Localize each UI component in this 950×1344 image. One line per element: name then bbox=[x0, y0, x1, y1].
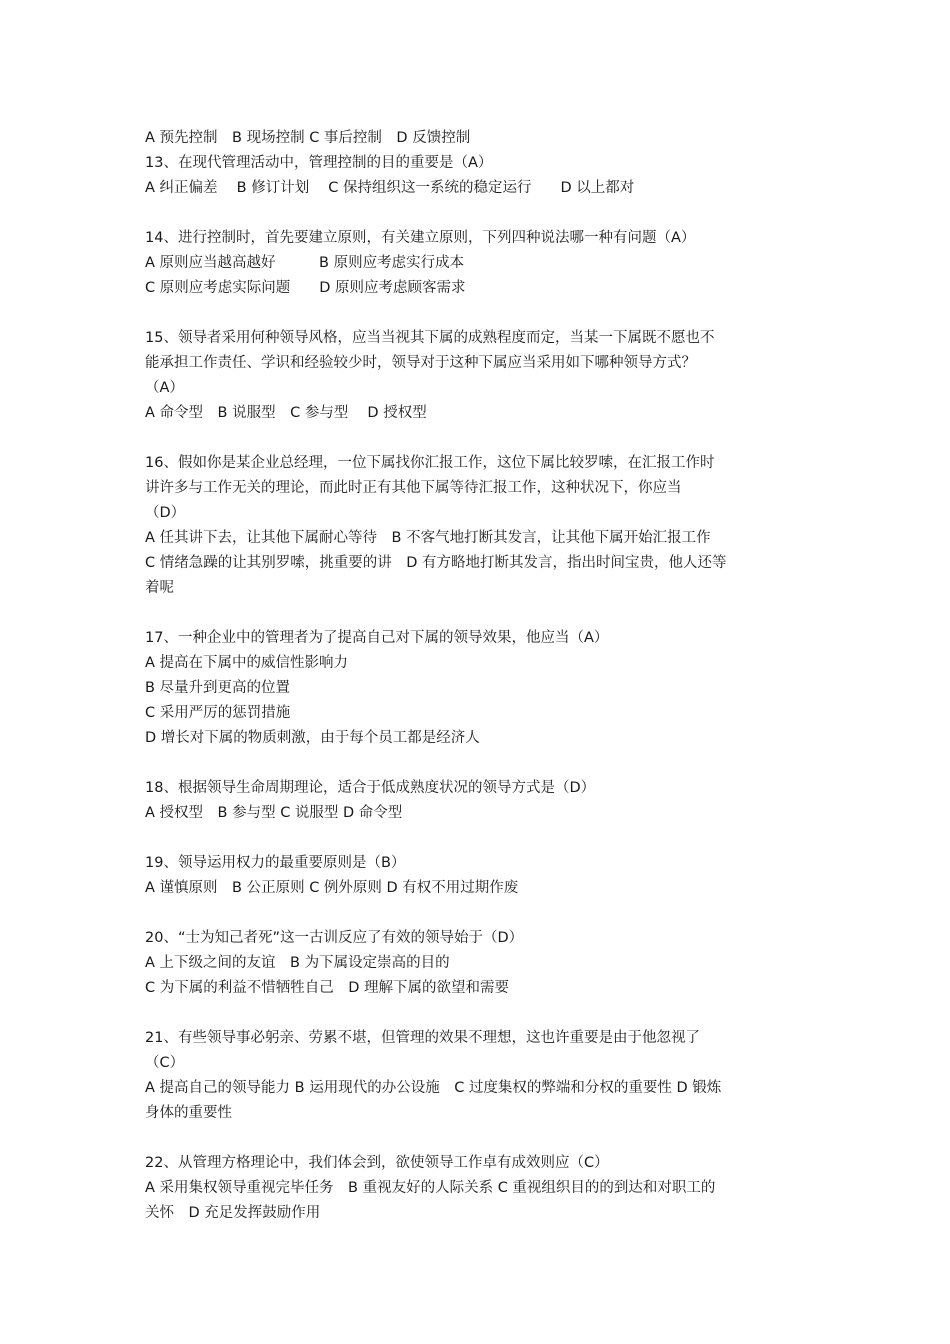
question-20: 20、“士为知己者死”这一古训反应了有效的领导始于（D） bbox=[145, 930, 524, 946]
blank-line bbox=[145, 901, 810, 926]
options-line-cont: 身体的重要性 bbox=[145, 1105, 232, 1121]
question-21-answer: （C） bbox=[145, 1055, 185, 1071]
option-a: A 提高在下属中的威信性影响力 bbox=[145, 655, 349, 671]
options-line: C 原则应考虑实际问题 D 原则应考虑顾客需求 bbox=[145, 280, 466, 296]
question-21: 21、有些领导事必躬亲、劳累不堪，但管理的效果不理想，这也许重要是由于他忽视了 bbox=[145, 1030, 700, 1046]
options-line: A 纠正偏差 B 修订计划 C 保持组织这一系统的稳定运行 D 以上都对 bbox=[145, 180, 635, 196]
option-c: C 采用严厉的惩罚措施 bbox=[145, 705, 291, 721]
text-line: A 预先控制 B 现场控制 C 事后控制 D 反馈控制 bbox=[145, 130, 471, 146]
question-15-cont: 能承担工作责任、学识和经验较少时，领导对于这种下属应当采用如下哪种领导方式？ bbox=[145, 355, 696, 371]
options-line: A 提高自己的领导能力 B 运用现代的办公设施 C 过度集权的弊端和分权的重要性 D 锻炼 bbox=[145, 1080, 722, 1096]
question-19: 19、领导运用权力的最重要原则是（B） bbox=[145, 855, 406, 871]
document-page bbox=[145, 126, 810, 1226]
options-line: A 原则应当越高越好 B 原则应考虑实行成本 bbox=[145, 255, 465, 271]
options-line: A 命令型 B 说服型 C 参与型 D 授权型 bbox=[145, 405, 427, 421]
options-line: A 谨慎原则 B 公正原则 C 例外原则 D 有权不用过期作废 bbox=[145, 880, 519, 896]
question-17: 17、一种企业中的管理者为了提高自己对下属的领导效果，他应当（A） bbox=[145, 630, 609, 646]
options-line: C 情绪急躁的让其别罗嗦，挑重要的讲 D 有方略地打断其发言，指出时间宝贵，他人还等 bbox=[145, 555, 727, 571]
options-line: A 采用集权领导重视完毕任务 B 重视友好的人际关系 C 重视组织目的的到达和对职工的 bbox=[145, 1180, 716, 1196]
options-line: C 为下属的利益不惜牺牲自己 D 理解下属的欲望和需要 bbox=[145, 980, 510, 996]
question-18: 18、根据领导生命周期理论，适合于低成熟度状况的领导方式是（D） bbox=[145, 780, 596, 796]
options-line-cont: 关怀 D 充足发挥鼓励作用 bbox=[145, 1205, 321, 1221]
options-line: A 任其讲下去，让其他下属耐心等待 B 不客气地打断其发言，让其他下属开始汇报工作 bbox=[145, 530, 711, 546]
blank-line bbox=[145, 1126, 810, 1151]
question-22: 22、从管理方格理论中，我们体会到，欲使领导工作卓有成效则应（C） bbox=[145, 1155, 609, 1171]
question-16-answer: （D） bbox=[145, 505, 186, 521]
question-16: 16、假如你是某企业总经理，一位下属找你汇报工作，这位下属比较罗嗦，在汇报工作时 bbox=[145, 455, 715, 471]
blank-line bbox=[145, 301, 810, 326]
option-d: D 增长对下属的物质刺激，由于每个员工都是经济人 bbox=[145, 730, 480, 746]
blank-line bbox=[145, 1001, 810, 1026]
blank-line bbox=[145, 426, 810, 451]
blank-line bbox=[145, 826, 810, 851]
blank-line bbox=[145, 201, 810, 226]
question-16-cont: 讲许多与工作无关的理论，而此时正有其他下属等待汇报工作，这种状况下，你应当 bbox=[145, 480, 682, 496]
options-line: A 上下级之间的友谊 B 为下属设定崇高的目的 bbox=[145, 955, 450, 971]
blank-line bbox=[145, 601, 810, 626]
question-15-answer: （A） bbox=[145, 380, 184, 396]
options-line: A 授权型 B 参与型 C 说服型 D 命令型 bbox=[145, 805, 403, 821]
options-line-cont: 着呢 bbox=[145, 580, 174, 596]
blank-line bbox=[145, 751, 810, 776]
question-13: 13、在现代管理活动中，管理控制的目的重要是（A） bbox=[145, 155, 493, 171]
question-14: 14、进行控制时，首先要建立原则，有关建立原则，下列四种说法哪一种有问题（A） bbox=[145, 230, 696, 246]
question-15: 15、领导者采用何种领导风格，应当当视其下属的成熟程度而定，当某一下属既不愿也不 bbox=[145, 330, 715, 346]
option-b: B 尽量升到更高的位置 bbox=[145, 680, 291, 696]
